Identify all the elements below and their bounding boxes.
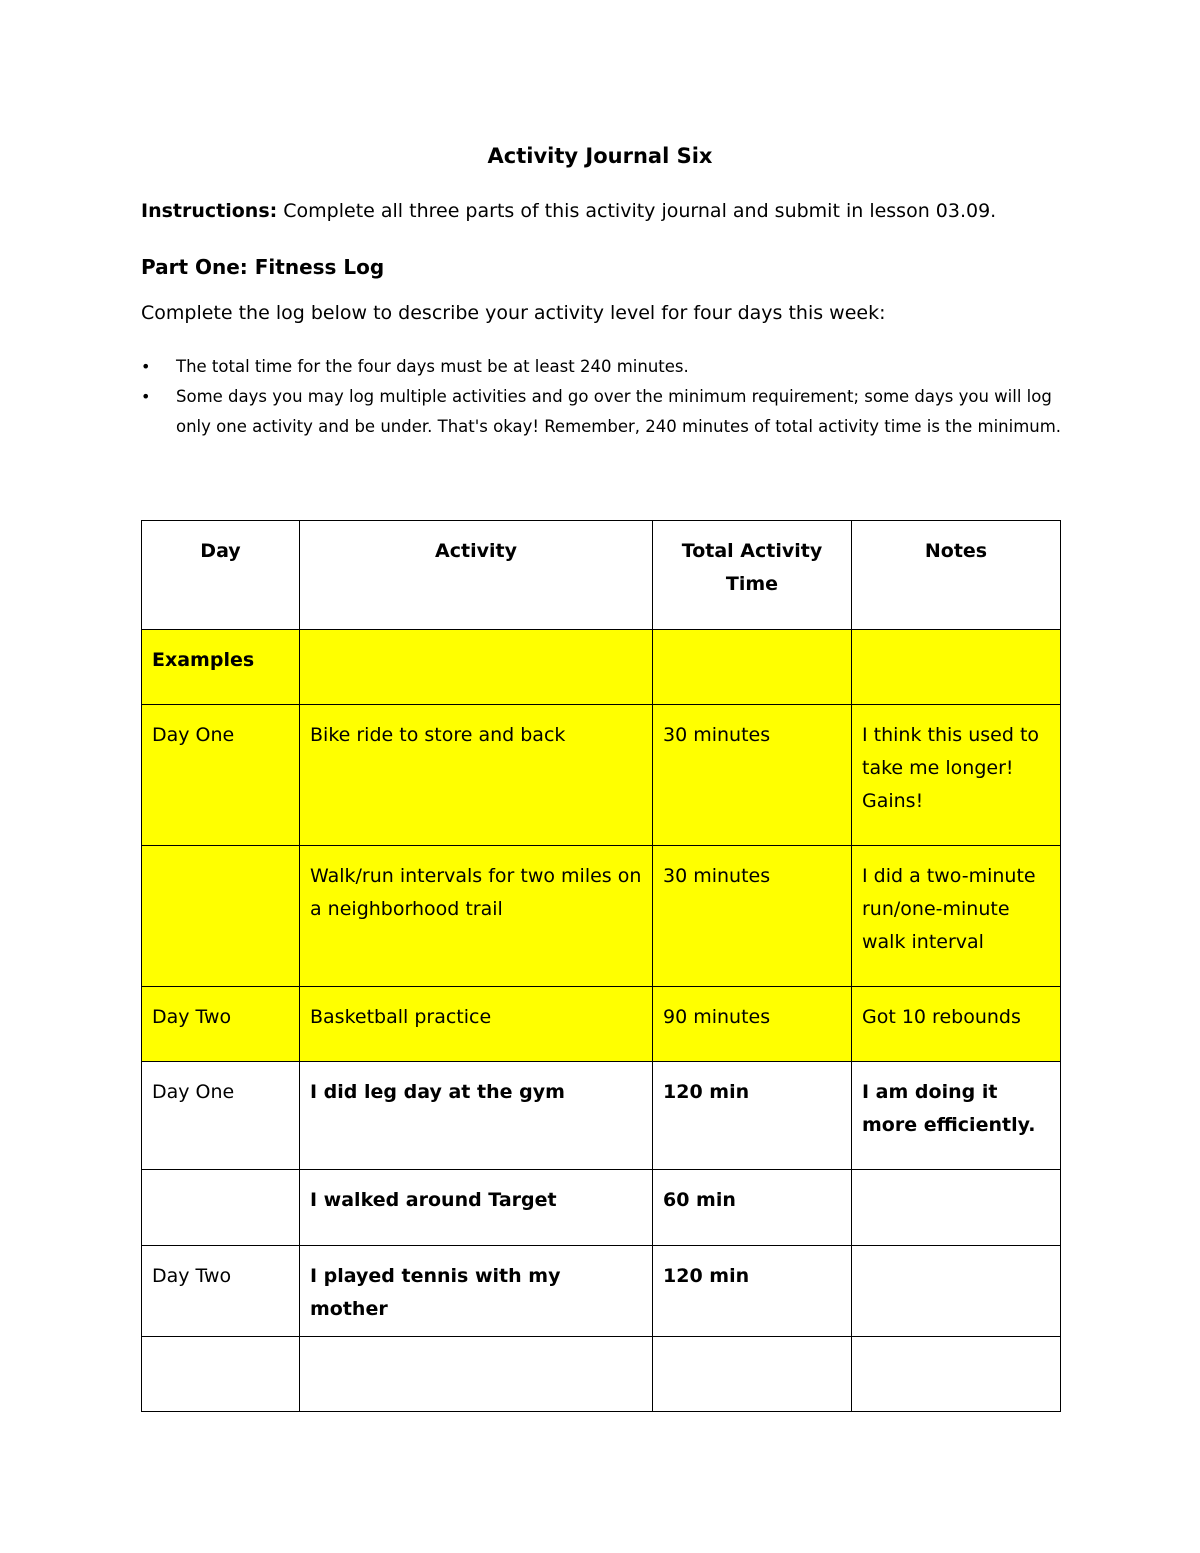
- notes-cell[interactable]: Got 10 rebounds: [852, 987, 1061, 1062]
- page-title: Activity Journal Six: [487, 144, 713, 168]
- notes-cell[interactable]: I think this used to take me longer! Gains!: [852, 705, 1061, 846]
- example-row: [142, 987, 1061, 1062]
- instructions-text: Complete all three parts of this activity journal and submit in lesson 03.09.: [277, 200, 997, 222]
- header-notes: Notes: [852, 521, 1061, 630]
- notes-cell[interactable]: [852, 1337, 1061, 1412]
- requirement-item: [141, 382, 1071, 442]
- time-cell[interactable]: 30 minutes: [653, 705, 852, 846]
- day-cell[interactable]: Day One: [142, 1062, 300, 1170]
- log-row: [142, 1246, 1061, 1337]
- notes-cell[interactable]: I did a two-minute run/one-minute walk interval: [852, 846, 1061, 987]
- day-cell[interactable]: Day Two: [142, 1246, 300, 1337]
- log-row: [142, 1337, 1061, 1412]
- requirement-text: Some days you may log multiple activities and go over the minimum requirement; some days you will log only one activity and be under. That's okay! Remember, 240 minutes of total activity time is the minimum.: [176, 387, 1062, 436]
- part-one-heading: Part One: Fitness Log: [141, 255, 385, 279]
- time-cell[interactable]: 60 min: [653, 1170, 852, 1246]
- header-total-time: Total Activity Time: [653, 521, 852, 630]
- example-row: [142, 705, 1061, 846]
- header-activity: Activity: [300, 521, 653, 630]
- day-cell[interactable]: Examples: [142, 630, 300, 705]
- log-row: [142, 1062, 1061, 1170]
- example-row: [142, 846, 1061, 987]
- day-cell[interactable]: [142, 1337, 300, 1412]
- example-row: [142, 630, 1061, 705]
- log-intro: Complete the log below to describe your activity level for four days this week:: [141, 302, 886, 324]
- notes-cell[interactable]: [852, 630, 1061, 705]
- activity-cell[interactable]: [300, 630, 653, 705]
- notes-cell[interactable]: I am doing it more efficiently.: [852, 1062, 1061, 1170]
- instructions: [141, 200, 1071, 222]
- table-header-row: [142, 521, 1061, 630]
- activity-cell[interactable]: Bike ride to store and back: [300, 705, 653, 846]
- time-cell[interactable]: 120 min: [653, 1246, 852, 1337]
- requirement-text: The total time for the four days must be at least 240 minutes.: [176, 357, 689, 376]
- instructions-label: Instructions:: [141, 200, 278, 222]
- activity-cell[interactable]: I did leg day at the gym: [300, 1062, 653, 1170]
- notes-cell[interactable]: [852, 1170, 1061, 1246]
- day-cell[interactable]: [142, 846, 300, 987]
- header-day: Day: [142, 521, 300, 630]
- day-cell[interactable]: [142, 1170, 300, 1246]
- bullet-icon: •: [141, 357, 151, 376]
- requirements-list: [141, 352, 1071, 442]
- bullet-icon: •: [141, 387, 151, 406]
- activity-cell[interactable]: Walk/run intervals for two miles on a neighborhood trail: [300, 846, 653, 987]
- log-row: [142, 1170, 1061, 1246]
- time-cell[interactable]: 30 minutes: [653, 846, 852, 987]
- requirement-item: [141, 352, 1071, 382]
- time-cell[interactable]: 90 minutes: [653, 987, 852, 1062]
- day-cell[interactable]: Day Two: [142, 987, 300, 1062]
- activity-cell[interactable]: Basketball practice: [300, 987, 653, 1062]
- activity-cell[interactable]: I played tennis with my mother: [300, 1246, 653, 1337]
- notes-cell[interactable]: [852, 1246, 1061, 1337]
- time-cell[interactable]: [653, 630, 852, 705]
- time-cell[interactable]: 120 min: [653, 1062, 852, 1170]
- time-cell[interactable]: [653, 1337, 852, 1412]
- activity-cell[interactable]: I walked around Target: [300, 1170, 653, 1246]
- activity-cell[interactable]: [300, 1337, 653, 1412]
- fitness-log-table: [141, 520, 1061, 1412]
- day-cell[interactable]: Day One: [142, 705, 300, 846]
